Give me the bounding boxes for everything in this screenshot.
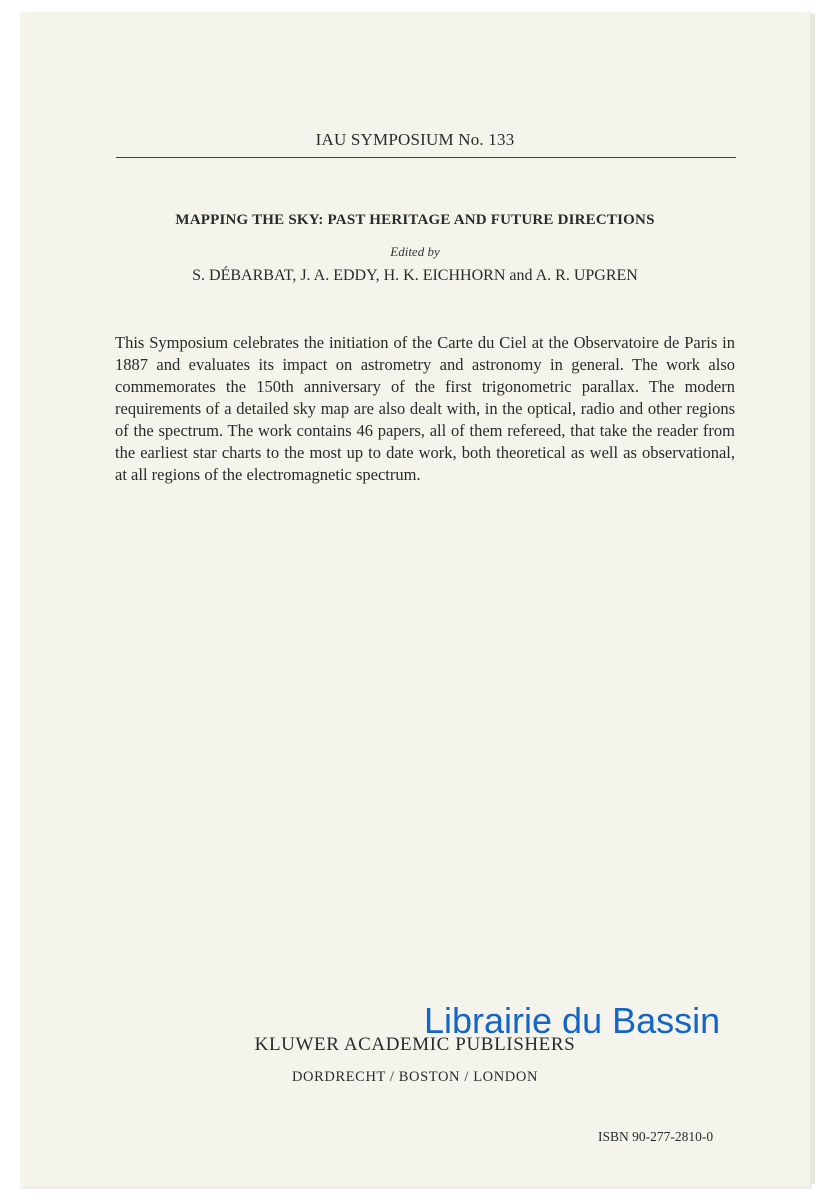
watermark-logo: Librairie du Bassin (424, 1000, 721, 1041)
editors-list: S. DÉBARBAT, J. A. EDDY, H. K. EICHHORN and A. R. UPGREN (192, 267, 638, 284)
book-title: MAPPING THE SKY: PAST HERITAGE AND FUTURE DIRECTIONS (175, 212, 655, 228)
edited-by-label: Edited by (390, 244, 440, 259)
page-edge (810, 14, 815, 1184)
divider-rule (116, 157, 736, 158)
description-blurb: This Symposium celebrates the initiation of the Carte du Ciel at the Observatoire de Paris in 1887 and evaluates its impact on astrometry and astronomy in general. The work also commemorates the 150th anniversary of the first trigonometric parallax. The modern requirements of a detailed sky map are also dealt with, in the optical, radio and other regions of the spectrum. The work contains 46 papers, all of them refereed, that take the reader from the earliest star charts to the most up to date work, both theoretical as well as observational, at all regions of the electromagnetic spectrum. (115, 333, 735, 484)
publisher-cities: DORDRECHT / BOSTON / LONDON (291, 1069, 539, 1085)
series-label: IAU SYMPOSIUM No. 133 (315, 130, 515, 149)
isbn-number: ISBN 90-277-2810-0 (598, 1129, 714, 1144)
publisher-name: KLUWER ACADEMIC PUBLISHERS (254, 1034, 576, 1055)
